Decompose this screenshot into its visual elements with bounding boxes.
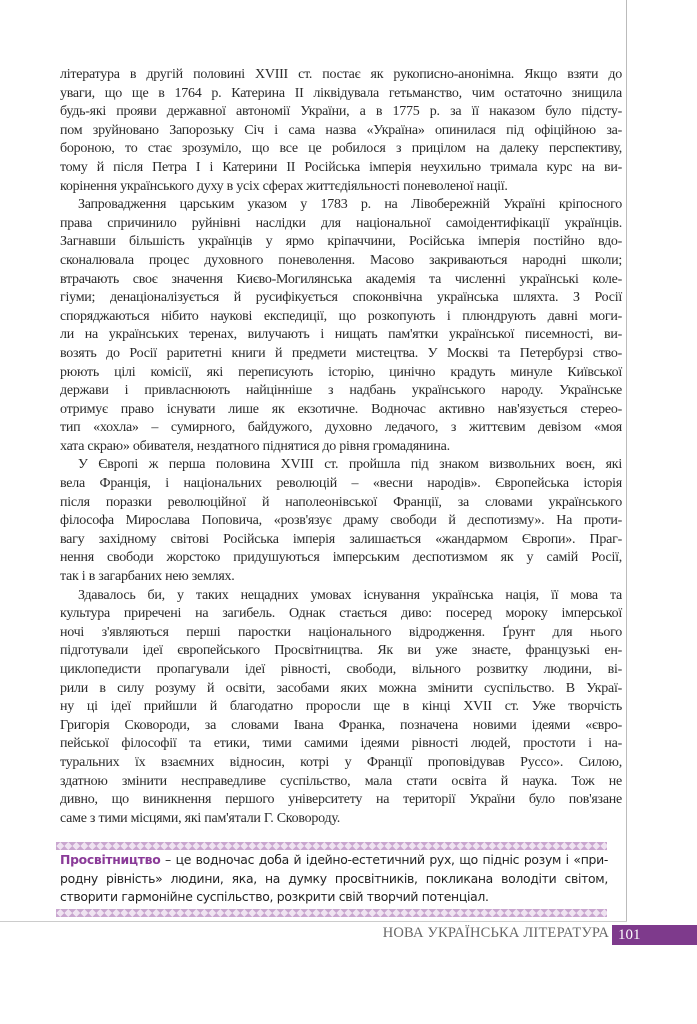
paragraph-line: нення свободи жорстоко придушуються імперським деспотизмом як у самій Росії, [60,550,622,566]
paragraph-line: здатною змінити несправедливе суспільство, мала стати освіта й наука. Тож не [60,773,622,789]
body-text [60,66,622,828]
definition-border-top [56,842,607,850]
paragraph-line: так і в загарбаних нею землях. [60,569,235,585]
page-number: 101 [612,925,697,945]
paragraph-line: Григорія Сковороди, за словами Івана Франка, позначена новими ідеями «євро- [60,717,622,733]
paragraph-line: вела Франція, і національних революцій – «весни народів». Європейська історія [60,476,622,492]
paragraph-line: ну ці ідеї прийшли й благодатно проросли ще в кінці XVII ст. Уже творчість [60,699,622,715]
paragraph-line: сконалювала процес духовного поневолення. Масово закриваються народні школи; [60,252,622,268]
paragraph-line: вагу західному світові Російська імперія залишається «жандармом Європи». Праг- [60,531,622,547]
paragraph-line: будь-які прояви державної автономії України, а в 1775 р. за її наказом було підсту- [60,104,622,120]
paragraph-line: ли на українських теренах, вилучають і нищать пам'ятки української писемності, ви- [60,327,622,343]
paragraph-line: возять до Росії раритетні книги й предмети мистецтва. У Москві та Петербурзі ство- [60,345,622,361]
paragraph-line: отримує право існувати лише як екзотичне. Водночас активно нав'язується стерео- [60,401,622,417]
paragraph-line: тому й після Петра I і Катерини II Російська імперія неухильно тримала курс на ви- [60,159,622,175]
paragraph-line: гіуми; денаціоналізується й русифікується споконвічна українська шляхта. З Росії [60,290,622,306]
paragraph-line: У Європі ж перша половина XVIII ст. пройшла під знаком визвольних воєн, які [78,457,622,473]
definition-term: Просвітництво [60,852,161,867]
paragraph-line: туральних їх взаємних відносин, котрі у Франції проповідував Руссо». Силою, [60,754,622,770]
paragraph-line: філософа Мирослава Поповича, «розв'язує драму свободи й деспотизму». На проти- [60,513,622,529]
paragraph-line: рюють цілі комісії, які переписують історію, цинічно крадуть минуле Київської [60,364,622,380]
paragraph-line: споряджаються нібито наукові експедиції, що розкопують і плюндрують давні моги- [60,308,622,324]
paragraph-line: дивно, що виникнення першого університету на території України було пов'язане [60,792,622,808]
definition-text: – це водночас доба й ідейно-естетичний рух, що підніс розум і «при- [160,852,608,867]
book-title: НОВА УКРАЇНСЬКА ЛІТЕРАТУРА [382,925,609,941]
paragraph-line: втрачають своє значення Києво-Могилянська академія та численні українські коле- [60,271,622,287]
definition-line [60,851,608,870]
paragraph-line: після поразки революційної й наполеонівської Франції, за словами українського [60,494,622,510]
paragraph-line: циклопедисти пропагували ідеї рівності, свободи, вільного розвитку людини, ві- [60,662,622,677]
paragraph-line: уваги, що ще в 1764 р. Катерина II ліквідувала гетьманство, чим остаточно знищила [60,85,622,101]
paragraph-line: тип «хохла» – сумирного, байдужого, духовно ледачого, з життєвим девізом «моя [60,420,622,436]
paragraph-line: права спричинило руйнівні наслідки для національної самоідентифікації українців. [60,215,622,231]
paragraph-line: бороною, то стає зрозуміло, що все це робилося з прицілом на далеку перспективу, [60,141,622,157]
paragraph-line: корінення українського духу в усіх сферах життєдіяльності поневоленої нації. [60,178,508,194]
definition-border-bottom [56,909,607,917]
paragraph-line: саме з тими місцями, які пам'ятали Г. Сковороду. [60,810,340,826]
paragraph-line: ночі з'являються перші паростки національного відродження. Ґрунт для нього [60,624,622,640]
paragraph-line: підготували ідеї європейського Просвітництва. Як ви уже знаєте, французькі ен- [60,643,622,659]
paragraph-line: Загнавши більшість українців у ярмо кріпаччини, Російська імперія постійно вдо- [60,234,622,250]
definition-line: створити гармонійне суспільство, розкрити свій творчий потенціал. [60,889,489,904]
paragraph-line: пейської філософії та етики, тими самими ідеями рівності людей, простоти і на- [60,736,622,752]
definition-box [60,851,608,907]
paragraph-line: Здавалось би, у таких нещадних умовах існування українська нація, її мова та [78,587,622,603]
paragraph-line: Запровадження царським указом у 1783 р. на Лівобережній Україні кріпосного [78,197,622,213]
paragraph-line: рили в силу розуму й освіти, засобами яких можна змінити суспільство. В Украї- [60,680,622,696]
definition-line: родну рівність» людини, яка, на думку просвітників, покликана володіти світом, [60,870,608,886]
footer-rule [0,921,627,922]
paragraph-line: культура приречені на загибель. Однак стається диво: посеред мороку імперської [60,606,622,622]
paragraph-line: література в другій половині XVIII ст. постає як рукописно-анонімна. Якщо взяти до [60,67,622,82]
margin-rule-vertical [626,0,627,922]
paragraph-line: держави і привласнюють найцінніше з надбань українського народу. Українське [60,383,622,399]
paragraph-line: пом зруйновано Запорозьку Січ і сама назва «Україна» опинилася під офіційною за- [60,122,622,138]
paragraph-line: хата скраю» обивателя, нездатного піднятися до рівня громадянина. [60,438,450,454]
